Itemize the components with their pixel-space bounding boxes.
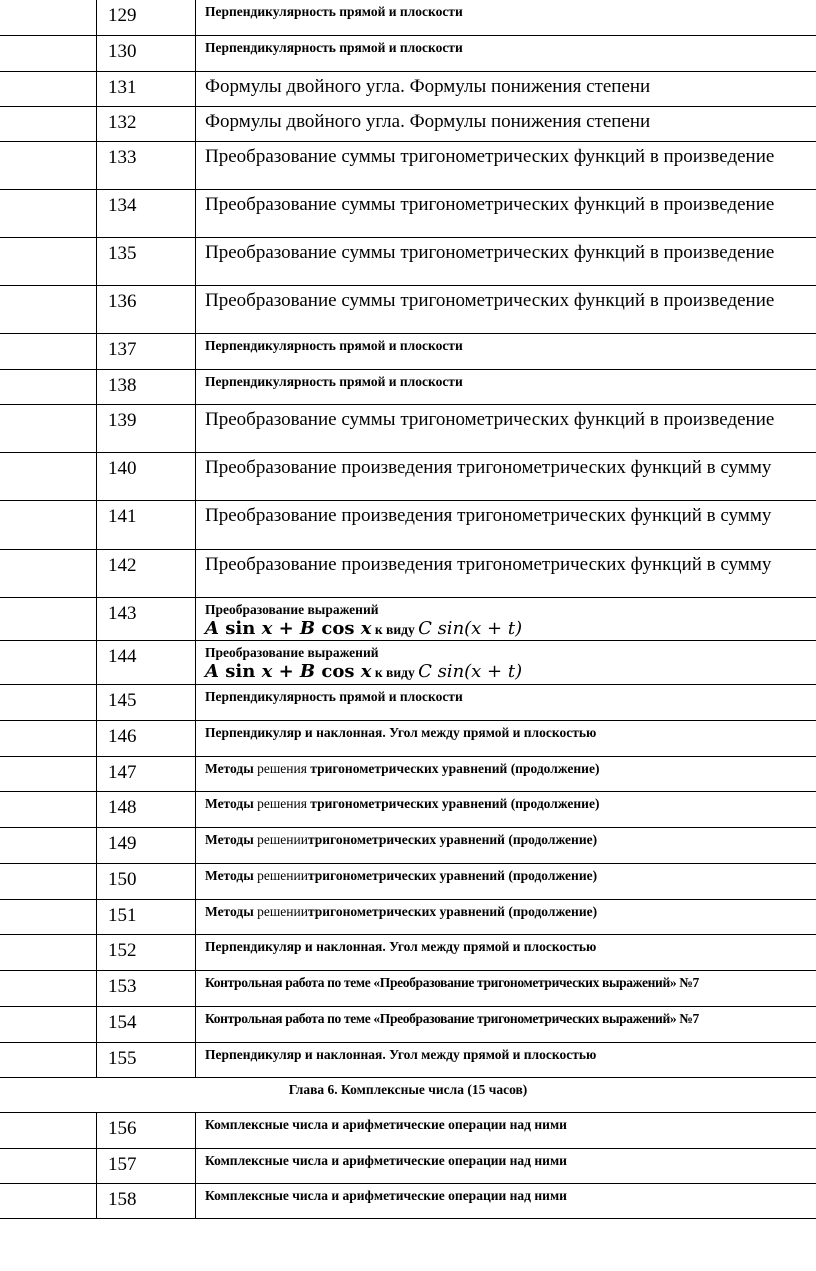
lesson-topic-cell — [196, 36, 816, 71]
table-row — [0, 900, 816, 935]
lesson-topic: Формулы двойного угла. Формулы понижения степени — [205, 111, 651, 132]
table-row — [0, 453, 816, 501]
lesson-topic — [205, 831, 810, 848]
formula-part-b: B — [299, 661, 316, 682]
lesson-topic-cell — [196, 72, 816, 106]
topic-title: Преобразование выражений — [205, 602, 379, 617]
topic-part-methods: Методы — [205, 868, 258, 883]
table-row — [0, 142, 816, 190]
lesson-number-cell — [96, 1043, 196, 1077]
topic-part-solution: решении — [257, 904, 308, 919]
topic-part-methods: Методы — [205, 761, 258, 776]
formula-part-cos: cos — [315, 618, 361, 639]
table-row — [0, 1007, 816, 1043]
lesson-number: 147 — [108, 762, 137, 783]
lesson-topic-cell — [196, 971, 816, 1006]
lesson-topic — [205, 867, 810, 884]
lesson-number: 157 — [108, 1154, 137, 1175]
table-row — [0, 1113, 816, 1149]
lesson-topic-cell — [196, 107, 816, 141]
table-row — [0, 792, 816, 828]
lesson-topic-cell — [196, 190, 816, 237]
lesson-topic-cell — [196, 405, 816, 452]
formula-expression — [205, 661, 810, 683]
formula-part-rhs: C sin(x + t) — [418, 618, 523, 639]
lesson-number: 154 — [108, 1012, 137, 1033]
lesson-topic-cell — [196, 334, 816, 369]
lesson-number: 149 — [108, 833, 137, 854]
lesson-topic: Преобразование произведения тригонометрических функций в сумму — [205, 505, 772, 526]
lesson-topic: Перпендикулярность прямой и плоскости — [205, 40, 463, 55]
lesson-number-cell — [96, 550, 196, 597]
formula-part-cos: cos — [315, 661, 361, 682]
lesson-topic-cell — [196, 598, 816, 640]
lesson-topic: Преобразование суммы тригонометрических функций в произведение — [205, 290, 775, 311]
lesson-number: 137 — [108, 339, 137, 360]
formula-part-sin: sin — [218, 618, 262, 639]
lesson-number-cell — [96, 598, 196, 640]
table-row — [0, 550, 816, 598]
formula-part-kvidu: к виду — [371, 622, 419, 637]
lesson-topic-cell — [196, 1043, 816, 1077]
topic-part-equations: тригонометрических уравнений (продолжение) — [307, 832, 598, 847]
lesson-number-cell — [96, 685, 196, 720]
lesson-topic: Формулы двойного угла. Формулы понижения степени — [205, 76, 651, 97]
lesson-number-cell — [96, 334, 196, 369]
lesson-number: 143 — [108, 603, 137, 624]
lesson-topic-cell — [196, 864, 816, 899]
formula-part-sin: sin — [218, 661, 262, 682]
table-row — [0, 190, 816, 238]
lesson-number-cell — [96, 1184, 196, 1218]
table-row — [0, 370, 816, 405]
topic-part-equations: тригонометрических уравнений (продолжение) — [310, 761, 600, 776]
table-row — [0, 286, 816, 334]
topic-part-methods: Методы — [205, 904, 258, 919]
lesson-topic-cell — [196, 685, 816, 720]
lesson-number-cell — [96, 900, 196, 934]
topic-part-equations: тригонометрических уравнений (продолжение) — [307, 868, 598, 883]
lesson-topic: Комплексные числа и арифметические операции над ними — [205, 1117, 567, 1132]
lesson-topic-cell — [196, 900, 816, 934]
lesson-topic: Комплексные числа и арифметические операции над ними — [205, 1188, 567, 1203]
formula-part-x2: x — [360, 661, 372, 682]
table-row — [0, 641, 816, 685]
topic-part-solution: решения — [257, 761, 311, 776]
table-row — [0, 864, 816, 900]
formula-part-kvidu: к виду — [371, 665, 419, 680]
lesson-topic: Преобразование произведения тригонометрических функций в сумму — [205, 554, 772, 575]
lesson-number-cell — [96, 238, 196, 285]
lesson-number: 133 — [108, 147, 137, 168]
lesson-topic-cell — [196, 792, 816, 827]
formula-expression — [205, 618, 810, 640]
lesson-number: 136 — [108, 291, 137, 312]
lesson-number: 151 — [108, 905, 137, 926]
table-row — [0, 72, 816, 107]
lesson-topic — [205, 795, 810, 812]
lesson-number-cell — [96, 501, 196, 549]
topic-part-equations: тригонометрических уравнений (продолжение) — [310, 796, 600, 811]
formula-part-a: A — [205, 618, 219, 639]
table-row — [0, 1043, 816, 1078]
lesson-number: 152 — [108, 940, 137, 961]
lesson-topic-cell — [196, 935, 816, 970]
lesson-topic: Преобразование суммы тригонометрических функций в произведение — [205, 409, 775, 430]
lesson-topic: Перпендикулярность прямой и плоскости — [205, 374, 463, 389]
formula-part-plus: + — [272, 618, 300, 639]
lesson-number: 145 — [108, 690, 137, 711]
lesson-topic: Контрольная работа по теме «Преобразование тригонометрических выражений» №7 — [205, 1011, 699, 1026]
lesson-number-cell — [96, 828, 196, 863]
lesson-topic-cell — [196, 453, 816, 500]
lesson-number: 156 — [108, 1118, 137, 1139]
lesson-topic: Преобразование суммы тригонометрических функций в произведение — [205, 194, 775, 215]
lesson-number-cell — [96, 1007, 196, 1042]
lesson-topic — [205, 601, 810, 640]
table-row — [0, 1184, 816, 1219]
lesson-number-cell — [96, 757, 196, 791]
table-row — [0, 971, 816, 1007]
table-row — [0, 685, 816, 721]
topic-part-solution: решении — [257, 868, 308, 883]
topic-title: Преобразование выражений — [205, 645, 379, 660]
lesson-topic — [205, 644, 810, 683]
lesson-topic-cell — [196, 0, 816, 35]
lesson-number: 135 — [108, 243, 137, 264]
topic-part-equations: тригонометрических уравнений (продолжение) — [307, 904, 598, 919]
formula-part-b: B — [299, 618, 316, 639]
lesson-number-cell — [96, 864, 196, 899]
lesson-number: 129 — [108, 5, 137, 26]
lesson-number-cell — [96, 792, 196, 827]
table-row — [0, 757, 816, 792]
lesson-topic-cell — [196, 721, 816, 756]
lesson-topic: Преобразование произведения тригонометрических функций в сумму — [205, 457, 772, 478]
lesson-number: 155 — [108, 1048, 137, 1069]
lesson-topic: Контрольная работа по теме «Преобразование тригонометрических выражений» №7 — [205, 975, 699, 990]
lesson-topic-cell — [196, 1184, 816, 1218]
lesson-number: 134 — [108, 195, 137, 216]
lesson-topic-cell — [196, 550, 816, 597]
lesson-number: 142 — [108, 555, 137, 576]
lesson-number: 153 — [108, 976, 137, 997]
lesson-topic: Комплексные числа и арифметические операции над ними — [205, 1153, 567, 1168]
table-row — [0, 828, 816, 864]
formula-part-rhs: C sin(x + t) — [418, 661, 523, 682]
lesson-number-cell — [96, 72, 196, 106]
lesson-topic-cell — [196, 757, 816, 791]
lesson-topic-cell — [196, 238, 816, 285]
lesson-topic-cell — [196, 1113, 816, 1148]
lesson-number-cell — [96, 286, 196, 333]
formula-part-a: A — [205, 661, 219, 682]
table-row — [0, 721, 816, 757]
lesson-topic: Перпендикуляр и наклонная. Угол между прямой и плоскостью — [205, 725, 597, 740]
table-row — [0, 1149, 816, 1184]
lesson-topic: Перпендикулярность прямой и плоскости — [205, 338, 463, 353]
lesson-number: 141 — [108, 506, 137, 527]
lesson-number-cell — [96, 1113, 196, 1148]
lesson-topic-cell — [196, 828, 816, 863]
lesson-number: 138 — [108, 375, 137, 396]
lesson-number: 130 — [108, 41, 137, 62]
lesson-number-cell — [96, 721, 196, 756]
lesson-topic-cell — [196, 142, 816, 189]
table-row — [0, 107, 816, 142]
lesson-number: 140 — [108, 458, 137, 479]
lesson-number: 132 — [108, 112, 137, 133]
table-row — [0, 405, 816, 453]
chapter-heading-row — [0, 1078, 816, 1113]
table-row — [0, 334, 816, 370]
lesson-number: 148 — [108, 797, 137, 818]
lesson-number-cell — [96, 1149, 196, 1183]
lesson-topic: Перпендикулярность прямой и плоскости — [205, 4, 463, 19]
lesson-number-cell — [96, 0, 196, 35]
lesson-topic: Преобразование суммы тригонометрических функций в произведение — [205, 146, 775, 167]
table-row — [0, 501, 816, 550]
table-row — [0, 935, 816, 971]
table-row — [0, 598, 816, 641]
lesson-number-cell — [96, 107, 196, 141]
lesson-number: 150 — [108, 869, 137, 890]
lesson-topic: Перпендикулярность прямой и плоскости — [205, 689, 463, 704]
lesson-topic-cell — [196, 370, 816, 404]
lesson-topic: Перпендикуляр и наклонная. Угол между прямой и плоскостью — [205, 1047, 597, 1062]
lesson-topic-cell — [196, 286, 816, 333]
lesson-topic: Перпендикуляр и наклонная. Угол между прямой и плоскостью — [205, 939, 597, 954]
lesson-topic: Преобразование суммы тригонометрических функций в произведение — [205, 242, 775, 263]
table-row — [0, 0, 816, 36]
table-row — [0, 36, 816, 72]
topic-part-methods: Методы — [205, 832, 258, 847]
lesson-number-cell — [96, 641, 196, 684]
topic-part-solution: решения — [257, 796, 311, 811]
topic-part-solution: решении — [257, 832, 308, 847]
formula-part-x2: x — [360, 618, 372, 639]
lesson-number: 144 — [108, 646, 137, 667]
lesson-number-cell — [96, 190, 196, 237]
lesson-topic — [205, 903, 810, 920]
lesson-number: 158 — [108, 1189, 137, 1210]
lesson-topic — [205, 760, 810, 777]
lesson-number-cell — [96, 935, 196, 970]
lesson-number: 146 — [108, 726, 137, 747]
lesson-number-cell — [96, 971, 196, 1006]
lesson-number-cell — [96, 142, 196, 189]
lesson-number-cell — [96, 405, 196, 452]
lesson-number: 131 — [108, 77, 137, 98]
lesson-topic-cell — [196, 1149, 816, 1183]
lesson-number-cell — [96, 36, 196, 71]
chapter-heading: Глава 6. Комплексные числа (15 часов) — [288, 1082, 528, 1097]
lesson-number: 139 — [108, 410, 137, 431]
lesson-number-cell — [96, 453, 196, 500]
formula-part-plus: + — [272, 661, 300, 682]
lesson-topic-cell — [196, 641, 816, 684]
topic-part-methods: Методы — [205, 796, 258, 811]
formula-part-x1: x — [261, 661, 273, 682]
lesson-topic-cell — [196, 1007, 816, 1042]
lesson-number-cell — [96, 370, 196, 404]
table-row — [0, 238, 816, 286]
formula-part-x1: x — [261, 618, 273, 639]
lesson-topic-cell — [196, 501, 816, 549]
